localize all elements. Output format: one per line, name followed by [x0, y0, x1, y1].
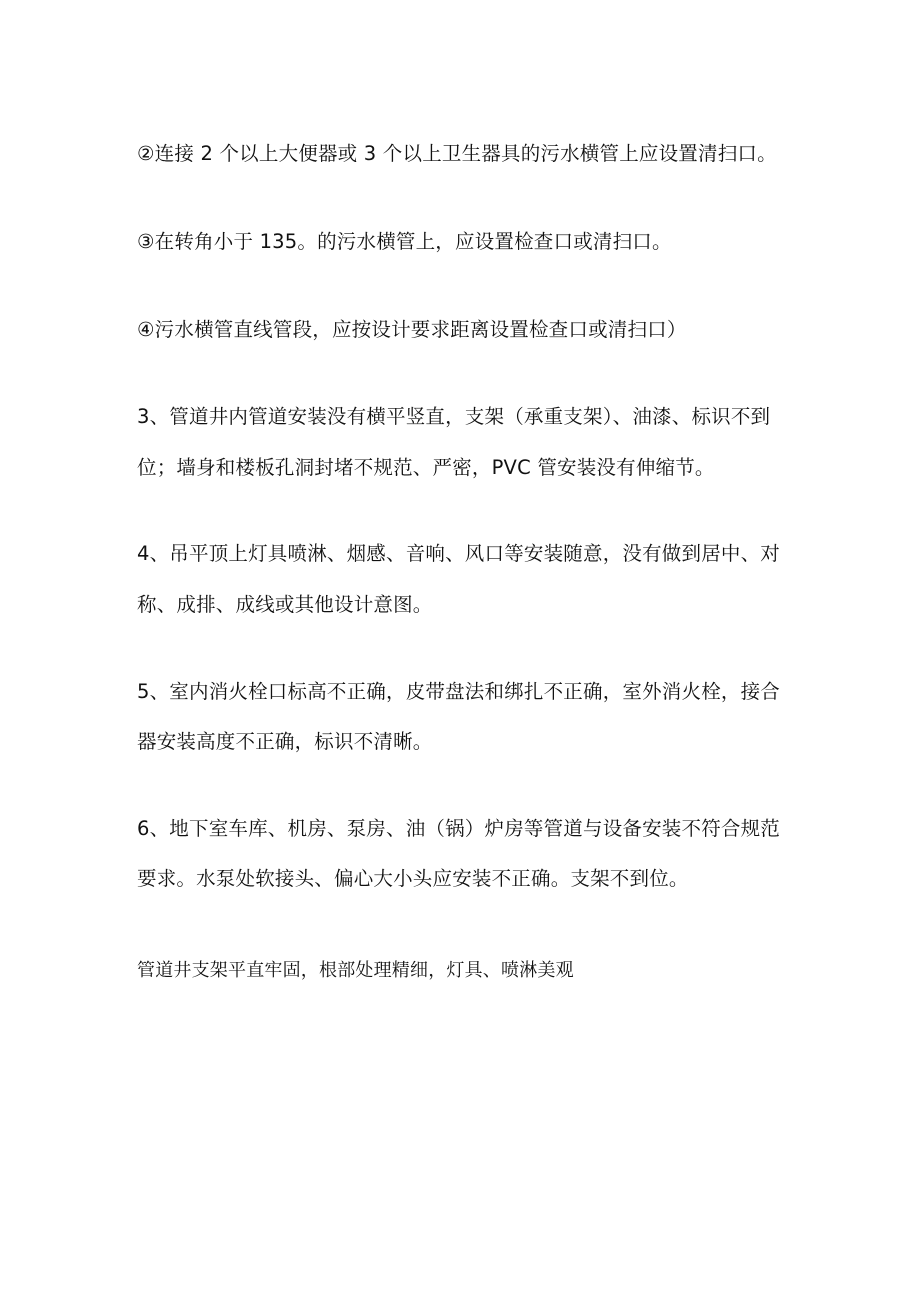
item-2-cleanout-line-1: ②连接 2 个以上大便器或 3 个以上卫生器具的污水横管上应设置清扫口。	[137, 142, 777, 165]
section-4-line-2: 称、成排、成线或其他设计意图。	[137, 593, 433, 616]
closing-note-line-1: 管道井支架平直牢固，根部处理精细，灯具、喷淋美观	[137, 960, 574, 981]
section-3-line-2: 位；墙身和楼板孔洞封堵不规范、严密，PVC 管安装没有伸缩节。	[137, 456, 715, 479]
item-4-straight-pipe-line-1: ④污水横管直线管段，应按设计要求距离设置检查口或清扫口）	[137, 318, 687, 341]
section-4-line-1: 4、吊平顶上灯具喷淋、烟感、音响、风口等安装随意，没有做到居中、对	[137, 542, 781, 565]
section-6-line-1: 6、地下室车库、机房、泵房、油（锅）炉房等管道与设备安装不符合规范	[137, 817, 781, 840]
section-6-line-2: 要求。水泵处软接头、偏心大小头应安装不正确。支架不到位。	[137, 867, 689, 890]
section-5-line-2: 器安装高度不正确，标识不清晰。	[137, 730, 433, 753]
section-5-line-1: 5、室内消火栓口标高不正确，皮带盘法和绑扎不正确，室外消火栓，接合	[137, 680, 781, 703]
section-3-line-1: 3、管道井内管道安装没有横平竖直，支架（承重支架）、油漆、标识不到	[137, 405, 771, 428]
item-3-turn-angle-line-1: ③在转角小于 135。的污水横管上，应设置检查口或清扫口。	[137, 230, 672, 253]
